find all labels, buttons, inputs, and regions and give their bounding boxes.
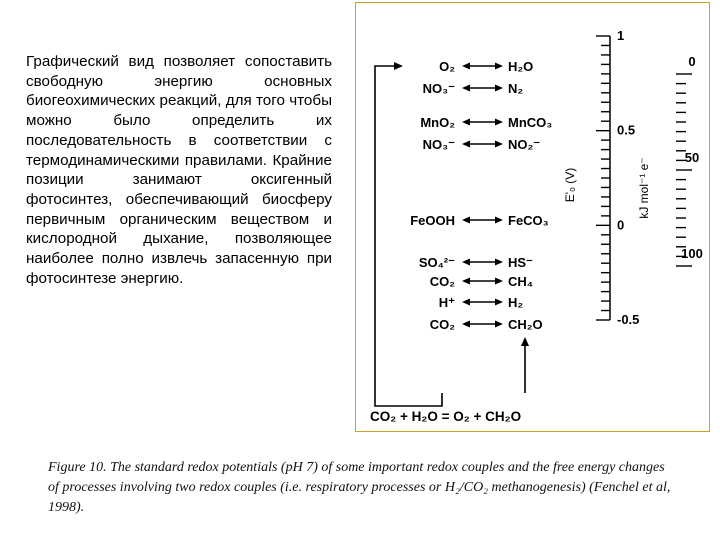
left-arrowhead xyxy=(462,119,470,126)
reductant-label: CH₄ xyxy=(508,274,533,289)
oxidant-label: H⁺ xyxy=(438,295,455,310)
g-axis-tick-label: 100 xyxy=(681,246,703,261)
left-arrowhead xyxy=(462,141,470,148)
left-arrowhead xyxy=(462,278,470,285)
g-axis-tick-label: 50 xyxy=(684,150,700,165)
couple-row xyxy=(420,115,552,130)
couple-row xyxy=(430,274,533,289)
reductant-label: FeCO₃ xyxy=(508,213,549,228)
reductant-label: H₂ xyxy=(508,295,524,310)
reductant-label: HS⁻ xyxy=(508,255,533,270)
g-axis-tick-label: 0 xyxy=(688,54,696,69)
left-arrowhead xyxy=(462,217,470,224)
couple-row xyxy=(430,317,543,332)
couple-row xyxy=(423,81,524,96)
right-arrowhead xyxy=(495,141,503,148)
couple-row xyxy=(423,137,541,152)
right-arrowhead xyxy=(495,321,503,328)
right-arrowhead xyxy=(495,119,503,126)
reductant-label: H₂O xyxy=(508,59,534,74)
oxidant-label: FeOOH xyxy=(410,213,455,228)
loop-arrowhead xyxy=(394,62,403,70)
right-arrowhead xyxy=(495,259,503,266)
oxidant-label: O₂ xyxy=(439,59,455,74)
photosynthesis-loop xyxy=(375,62,529,406)
left-arrowhead xyxy=(462,259,470,266)
up-arrowhead xyxy=(521,337,529,346)
left-arrowhead xyxy=(462,321,470,328)
couple-row xyxy=(419,255,533,270)
reductant-label: MnCO₃ xyxy=(508,115,553,130)
e-axis-tick-label: 0 xyxy=(617,217,625,233)
left-arrowhead xyxy=(462,299,470,306)
couple-row xyxy=(410,213,548,228)
couple-row xyxy=(439,295,524,310)
oxidant-label: MnO₂ xyxy=(420,115,455,130)
right-arrowhead xyxy=(495,299,503,306)
right-arrowhead xyxy=(495,278,503,285)
right-arrowhead xyxy=(495,63,503,70)
reductant-label: N₂ xyxy=(508,81,524,96)
e-axis-tick-label: 1 xyxy=(617,28,625,43)
equation: CO₂ + H₂O = O₂ + CH₂O xyxy=(370,409,522,424)
oxidant-label: SO₄²⁻ xyxy=(418,255,455,270)
oxidant-label: CO₂ xyxy=(429,274,455,289)
oxidant-label: NO₃⁻ xyxy=(422,81,455,96)
left-arrowhead xyxy=(462,85,470,92)
e-axis-tick-label: -0.5 xyxy=(617,312,640,327)
description-paragraph: Графический вид позволяет сопоставить свободную энергию основных биогеохимических реакций, для того чтобы можно было определить их последовательность в соответствии с термодинамическими правилами. Крайние позиции занимают оксигенный фотосинтез, обеспечивающий биосферу первичным органическим веществом и кислородной дыхание, позволяющее наиболее полно извлечь запасенную при фотосинтезе энергию. xyxy=(26,53,332,287)
oxidant-label: CO₂ xyxy=(429,317,455,332)
reductant-label: NO₂⁻ xyxy=(508,137,541,152)
redox-couples xyxy=(410,59,552,332)
e-axis-tick-label: 0.5 xyxy=(617,122,636,138)
g-axis-label: kJ mol⁻¹ e⁻ xyxy=(637,157,651,219)
e-axis-label: E'₀ (V) xyxy=(563,167,577,203)
oxidant-label: NO₃⁻ xyxy=(422,137,455,152)
left-arrowhead xyxy=(462,63,470,70)
reductant-label: CH₂O xyxy=(508,317,543,332)
couple-row xyxy=(439,59,533,74)
right-arrowhead xyxy=(495,217,503,224)
right-arrowhead xyxy=(495,85,503,92)
figure-caption: Figure 10. The standard redox potentials (pH 7) of some important redox couples and the free energy changes of processes involving two redox couples (i.e. respiratory processes or H₂/CO₂ methanogenesis) (Fenchel et al, 1998). xyxy=(48,460,671,515)
